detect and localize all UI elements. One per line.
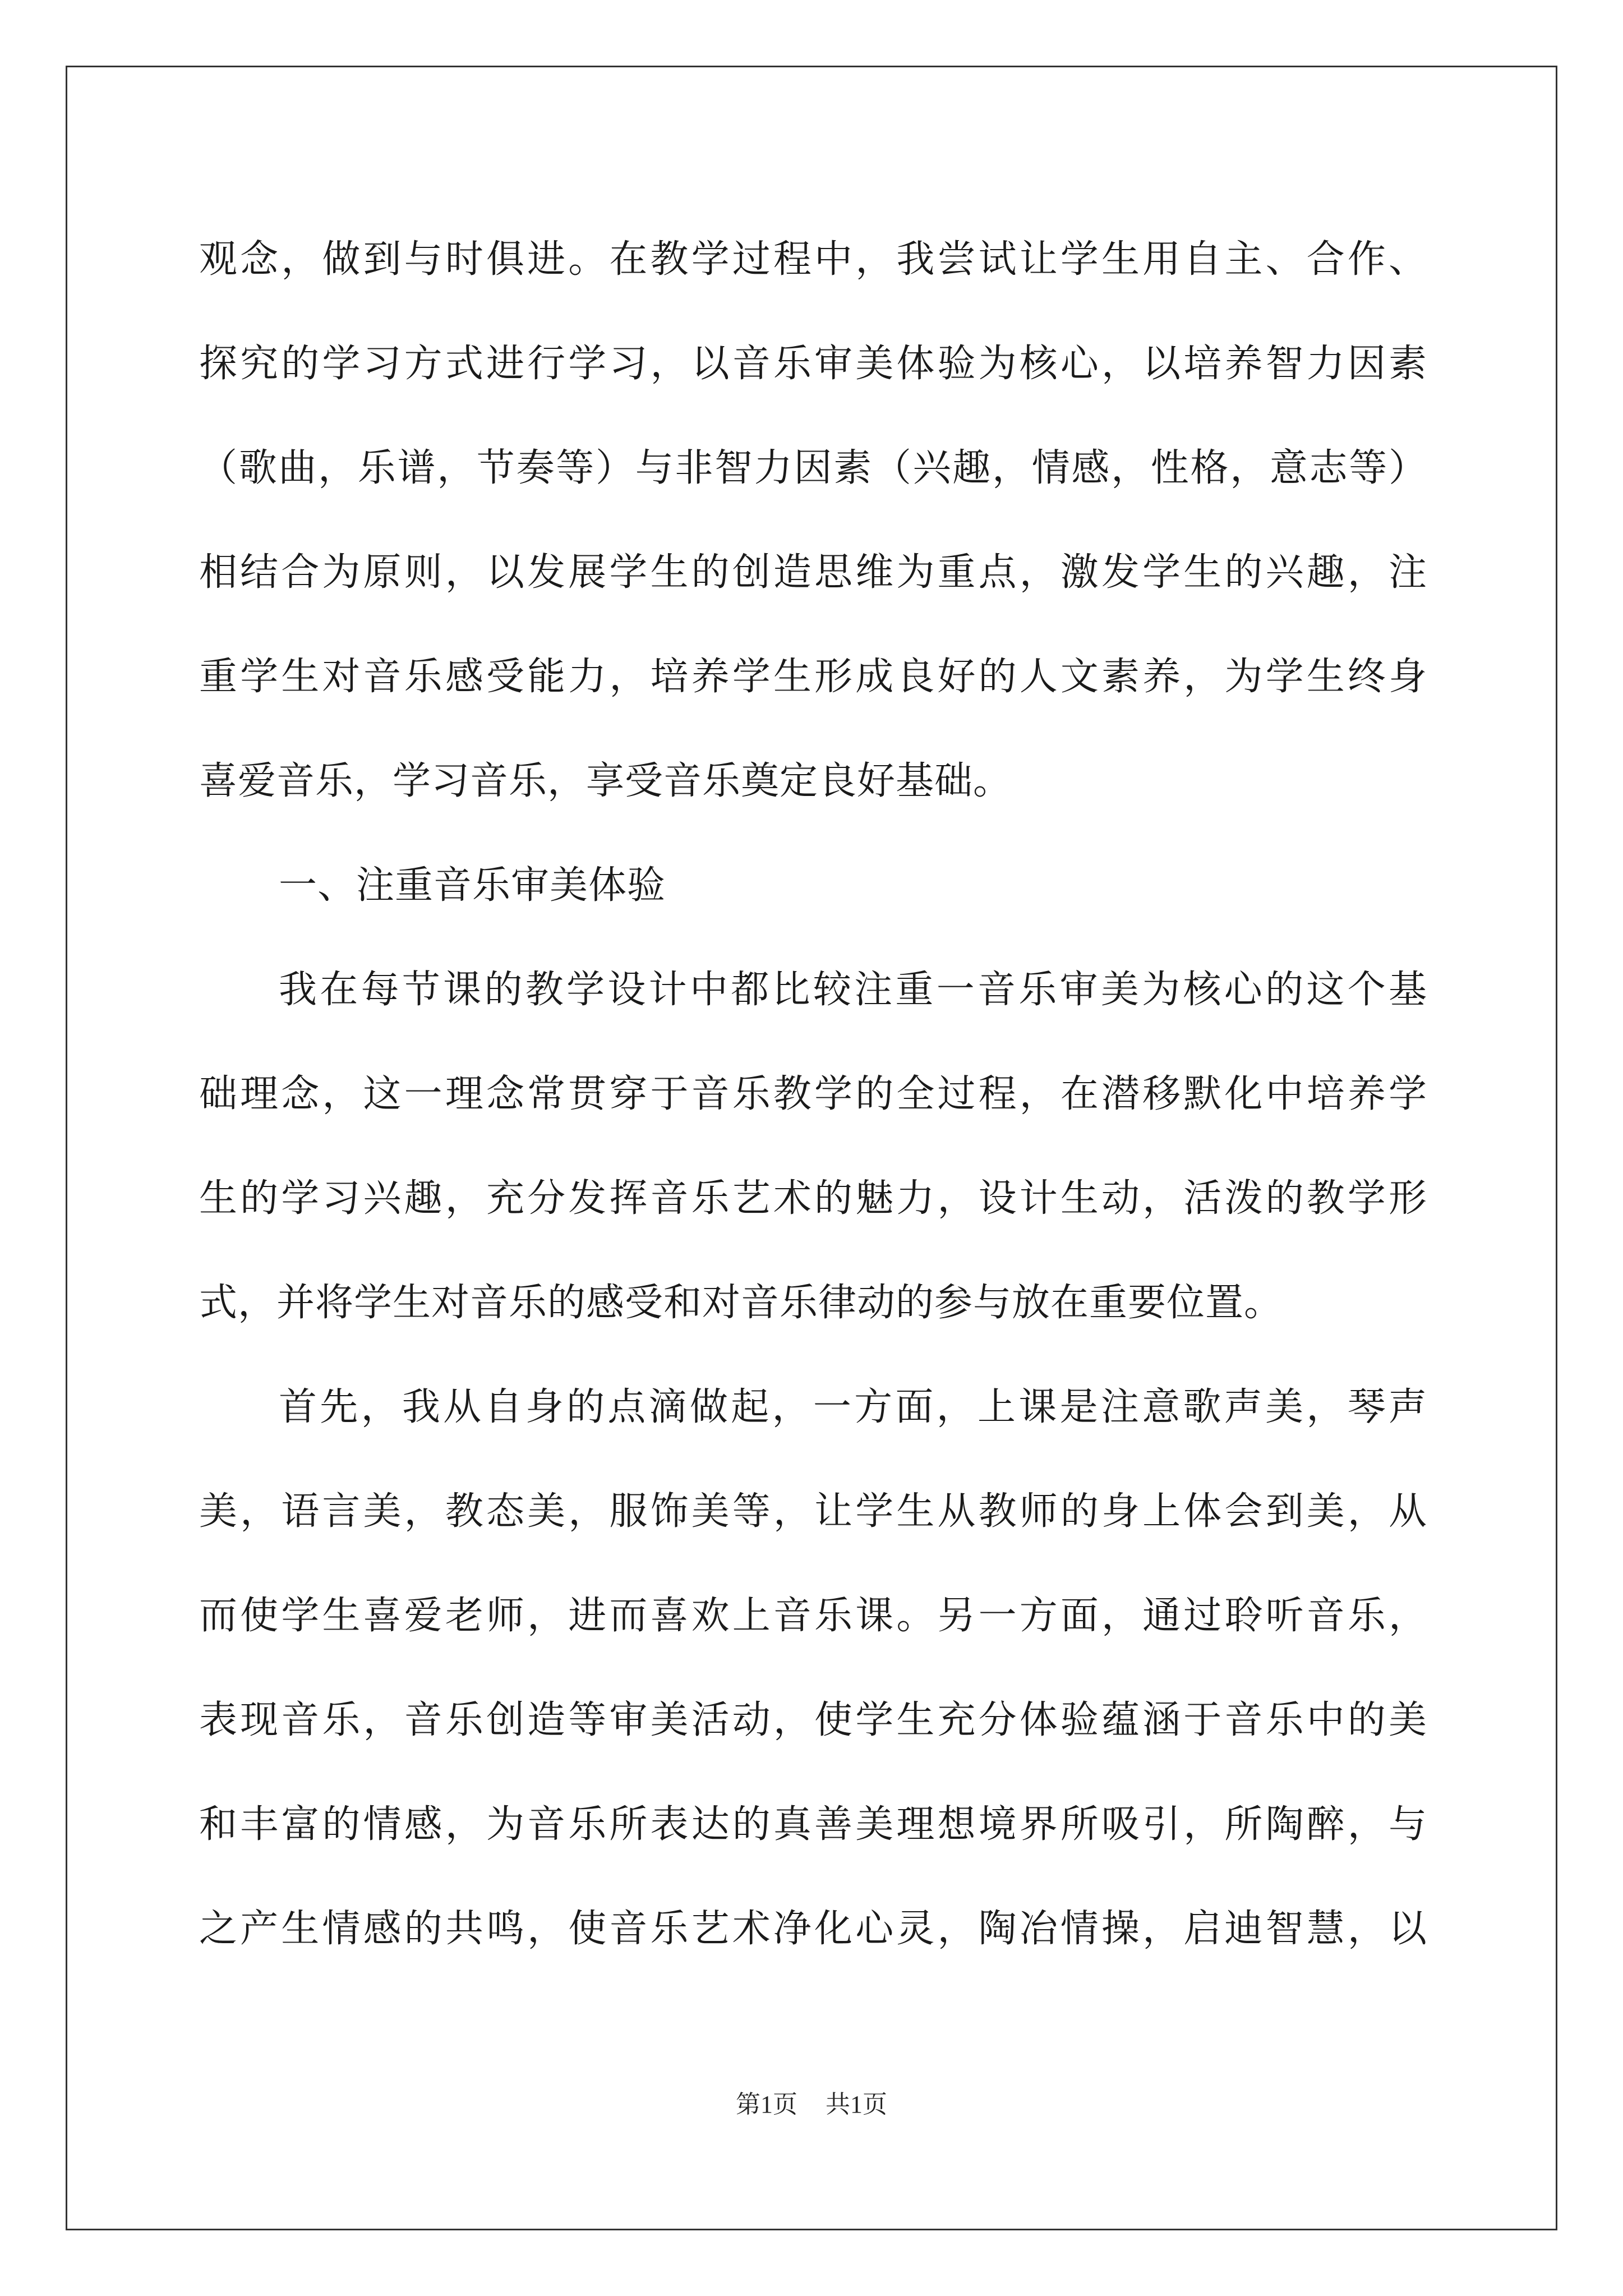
text-line: 我在每节课的教学设计中都比较注重一音乐审美为核心的这个基: [279, 968, 1427, 1012]
text-line: 喜爱音乐，学习音乐，享受音乐奠定良好基础。: [199, 759, 1012, 803]
text-line: 重学生对音乐感受能力，培养学生形成良好的人文素养，为学生终身: [199, 655, 1427, 699]
page-number: 第1页: [736, 2091, 797, 2118]
text-line: 之产生情感的共鸣，使音乐艺术净化心灵，陶冶情操，启迪智慧，以: [199, 1907, 1427, 1951]
text-line: 美，语言美，教态美，服饰美等，让学生从教师的身上体会到美，从: [199, 1489, 1427, 1534]
section-heading: 一、注重音乐审美体验: [279, 863, 666, 908]
text-line: 生的学习兴趣，充分发挥音乐艺术的魅力，设计生动，活泼的教学形: [199, 1176, 1427, 1221]
text-line: 和丰富的情感，为音乐所表达的真善美理想境界所吸引，所陶醉，与: [199, 1802, 1427, 1847]
text-line: 探究的学习方式进行学习，以音乐审美体验为核心，以培养智力因素: [199, 342, 1427, 386]
text-line: 而使学生喜爱老师，进而喜欢上音乐课。另一方面，通过聆听音乐，: [199, 1594, 1427, 1638]
page-footer: [0, 2084, 1623, 2120]
text-line: （歌曲，乐谱，节奏等）与非智力因素（兴趣，情感，性格，意志等）: [199, 446, 1427, 490]
document-body: [199, 208, 1427, 1981]
page-total: 共1页: [826, 2091, 887, 2118]
text-line: 础理念，这一理念常贯穿于音乐教学的全过程，在潜移默化中培养学: [199, 1072, 1427, 1116]
text-line: 首先，我从自身的点滴做起，一方面，上课是注意歌声美，琴声: [279, 1385, 1427, 1429]
text-line: 式，并将学生对音乐的感受和对音乐律动的参与放在重要位置。: [199, 1281, 1283, 1325]
text-line: 相结合为原则，以发展学生的创造思维为重点，激发学生的兴趣，注: [199, 550, 1427, 595]
text-line: 观念，做到与时俱进。在教学过程中，我尝试让学生用自主、合作、: [199, 237, 1427, 282]
text-line: 表现音乐，音乐创造等审美活动，使学生充分体验蕴涵于音乐中的美: [199, 1698, 1427, 1742]
